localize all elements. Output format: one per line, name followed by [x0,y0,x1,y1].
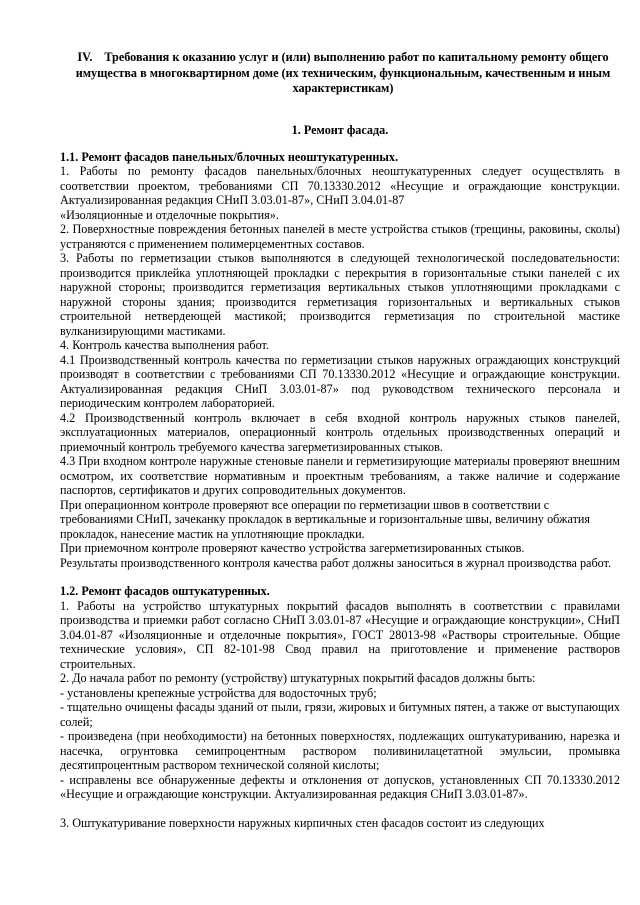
s1-paragraph-7: 4.2 Производственный контроль включает в себя входной контроль наружных стыков панелей, эксплуатационных материалов, операционный контроль отдельных производственных операций и приемочный контроль требуемого качества загерметизированных стыков. [60,410,620,454]
document-page [60,50,620,830]
s2-list-item-4: - исправлены все обнаруженные дефекты и отклонения от допусков, установленных СП 70.13330.2012 «Несущие и ограждающие конструкции. Актуализированная редакция СНиП 3.03.01-87». [60,772,620,801]
section-1-1 [60,150,620,571]
chapter-number: IV. [77,50,93,64]
part-heading: 1. Ремонт фасада. [291,122,389,137]
s2-paragraph-3: 3. Оштукатуривание поверхности наружных кирпичных стен фасадов состоит из следующих [60,815,545,830]
s1-paragraph-3: 2. Поверхностные повреждения бетонных панелей в месте устройства стыков (трещины, раковины, сколы) устраняются с применением полимерцементных составов. [60,222,620,251]
s1-paragraph-1: 1. Работы по ремонту фасадов панельных/блочных неоштукатуренных следует осуществлять в соответствии проектом, требованиями СП 70.13330.2012 «Несущие и ограждающие конструкции. Актуализированная редакция СНиП 3.03.01-87», СНиП 3.04.01-87 [60,164,620,207]
s1-paragraph-11: Результаты производственного контроля качества работ должны заноситься в журнал производства работ. [60,555,612,570]
s1-paragraph-4: 3. Работы по герметизации стыков выполняются в следующей технологической последовательности: производится приклейка уплотняющей прокладки с перекрытия в горизонтальные стыки панелей с их наружной стороны; производится герметизация вертикальных стыков уплотняющими прокладками с наружной стороны здания; производится герметизация горизонтальных и вертикальных стыков строительной нетвердеющей мастикой; производится герметизация по строительной мастике вулканизирующими мастиками. [60,251,620,338]
s2-list-item-3: - произведена (при необходимости) на бетонных поверхностях, подлежащих оштукатуриванию, нарезка и насечка, огрунтовка семипроцентным раствором поливинилацетатной эмульсии, промывка десятипроцентным раствором технической соляной кислоты; [60,729,620,772]
chapter-heading [66,50,620,97]
s1-paragraph-2: «Изоляционные и отделочные покрытия». [60,207,279,222]
s1-paragraph-8: 4.3 При входном контроле наружные стеновые панели и герметизирующие материалы проверяют внешним осмотром, их соответствие нормативным и проектным требованиям, а также наличие и содержание паспортов, сертификатов и других сопроводительных документов. [60,454,620,497]
s2-list-item-2: - тщательно очищены фасады зданий от пыли, грязи, жировых и битумных пятен, а также от выступающих солей; [60,700,620,729]
chapter-title: Требования к оказанию услуг и (или) выполнению работ по капитальному ремонту общего имущества в многоквартирном доме (их техническим, функциональным, качественным и иным характеристикам) [75,50,611,95]
s2-paragraph-2: 2. До начала работ по ремонту (устройству) штукатурных покрытий фасадов должны быть: [60,671,536,685]
s2-list-item-1: - установлены крепежные устройства для водосточных труб; [60,685,377,700]
s1-paragraph-6: 4.1 Производственный контроль качества по герметизации стыков наружных ограждающих конструкций производят в соответствии с требованиями СП 70.13330.2012 «Несущие и ограждающие конструкции. Актуализированная редакция СНиП 3.03.01-87» под руководством технического персонала и периодическим контролем лабораторией. [60,352,620,410]
s2-paragraph-1: 1. Работы на устройство штукатурных покрытий фасадов выполнять в соответствии с правилами производства и приемки работ согласно СНиП 3.03.01-87 «Несущие и ограждающие конструкции», СНиП 3.04.01-87 «Изоляционные и отделочные покрытия», ГОСТ 28013-98 «Растворы строительные. Общие технические условия», СП 82-101-98 Свод правил на приготовление и применение растворов строительных. [60,598,620,671]
s1-paragraph-10: При приемочном контроле проверяют качество устройства загерметизированных стыков. [60,541,525,555]
s1-paragraph-5: 4. Контроль качества выполнения работ. [60,338,270,352]
section-1-2 [60,584,620,830]
section-1-1-title: 1.1. Ремонт фасадов панельных/блочных неоштукатуренных. [60,149,399,164]
s1-paragraph-9: При операционном контроле проверяют все операции по герметизации швов в соответствии с требованиями СНиП, зачеканку прокладок в вертикальные и горизонтальные швы, величину обжатия прокладок, нанесение мастик на уплотняющие прокладки. [60,497,591,541]
section-1-2-title: 1.2. Ремонт фасадов оштукатуренных. [60,584,270,598]
